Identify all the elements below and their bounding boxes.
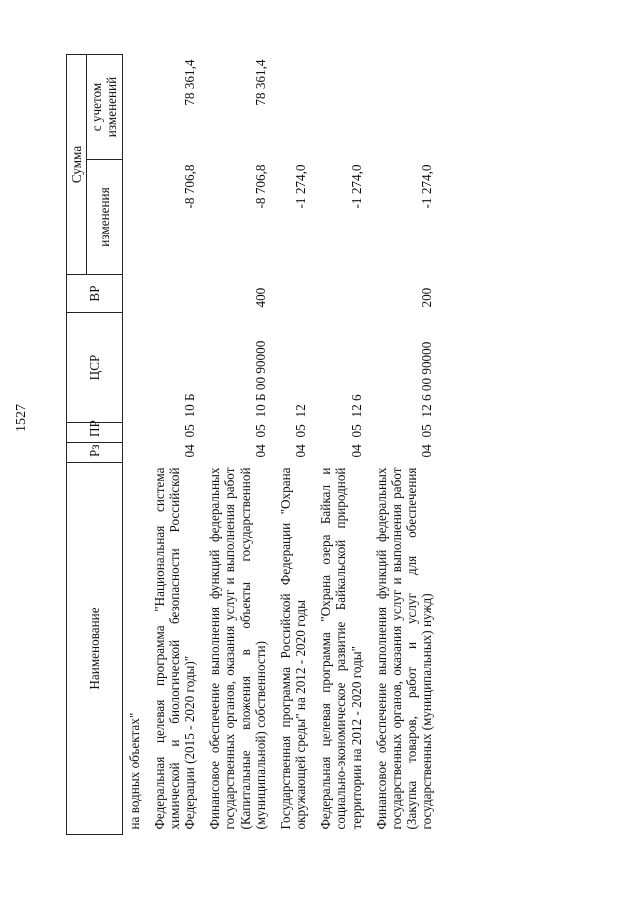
row-csr: 10 Б	[182, 393, 198, 418]
table-row	[370, 55, 441, 835]
row-rz: 04	[252, 444, 268, 458]
row-name: Федеральная целевая программа "Национальная система химической и биологической безопасности Российской Федерации (2015 - 2020 годы)"	[151, 467, 198, 830]
header-pr: ПР	[67, 423, 123, 443]
row-vr	[122, 275, 148, 313]
header-sum: Сумма	[67, 55, 87, 275]
header-vr: ВР	[67, 275, 123, 313]
row-rz: 04	[182, 444, 198, 458]
row-pr: 05	[252, 424, 268, 438]
row-total	[122, 55, 148, 160]
row-name: на водных объектах"	[126, 712, 142, 830]
table-row	[274, 55, 314, 835]
row-pr: 05	[419, 424, 435, 438]
header-rz: Рз	[67, 443, 123, 463]
budget-table	[66, 54, 440, 835]
row-changes: -1 274,0	[348, 164, 364, 209]
row-name: Государственная программа Российской Федерации "Охрана окружающей среды" на 2012 - 2020 годы	[277, 467, 309, 830]
budget-table-container	[66, 55, 576, 835]
row-rz: 04	[419, 444, 435, 458]
header-csr: ЦСР	[67, 313, 123, 423]
header-with-changes: с учетом изменений	[87, 55, 122, 160]
header-changes: изменения	[87, 160, 122, 275]
row-vr	[148, 275, 204, 313]
page-number: 1527	[14, 404, 29, 432]
table-row	[314, 55, 370, 835]
row-csr: 12 6	[348, 394, 364, 418]
row-csr: 10 Б 00 90000	[252, 340, 268, 418]
row-changes: -8 706,8	[252, 164, 268, 209]
row-pr: 05	[293, 424, 309, 438]
row-csr: 12 6 00 90000	[419, 341, 435, 418]
row-total: 78 361,4	[252, 59, 268, 106]
row-total	[370, 55, 441, 160]
row-name: Финансовое обеспечение выполнения функций федеральных государственных органов, оказания услуг и выполнения работ (Капитальные вложения в объекты государственной (муниципальной) собственности)	[207, 467, 268, 830]
row-pr	[122, 423, 148, 443]
row-total	[274, 55, 314, 160]
row-rz: 04	[348, 444, 364, 458]
row-total	[314, 55, 370, 160]
row-changes: -1 274,0	[293, 164, 309, 209]
table-row	[148, 55, 204, 835]
row-name: Финансовое обеспечение выполнения функций федеральных государственных органов, оказания услуг и выполнения работ (Закупка товаров, работ и услуг для обеспечения государственных (муниципальных) нужд)	[373, 467, 435, 830]
row-name: Федеральная целевая программа "Охрана озера Байкал и социально-экономическое развитие Байкальской природной территории на 2012 - 2020 годы"	[318, 467, 364, 830]
row-changes: -8 706,8	[182, 164, 198, 209]
row-changes: -1 274,0	[419, 164, 435, 209]
table-row	[122, 55, 148, 835]
row-pr: 05	[182, 424, 198, 438]
row-pr: 05	[348, 424, 364, 438]
row-rz: 04	[293, 444, 309, 458]
header-name: Наименование	[67, 463, 123, 835]
row-vr	[314, 275, 370, 313]
row-csr	[122, 313, 148, 423]
row-changes	[122, 160, 148, 275]
table-row	[203, 55, 274, 835]
row-vr: 400	[252, 287, 268, 308]
row-vr	[274, 275, 314, 313]
row-total: 78 361,4	[182, 59, 198, 106]
row-csr: 12	[293, 404, 309, 418]
row-vr: 200	[419, 287, 435, 308]
row-rz	[122, 443, 148, 463]
